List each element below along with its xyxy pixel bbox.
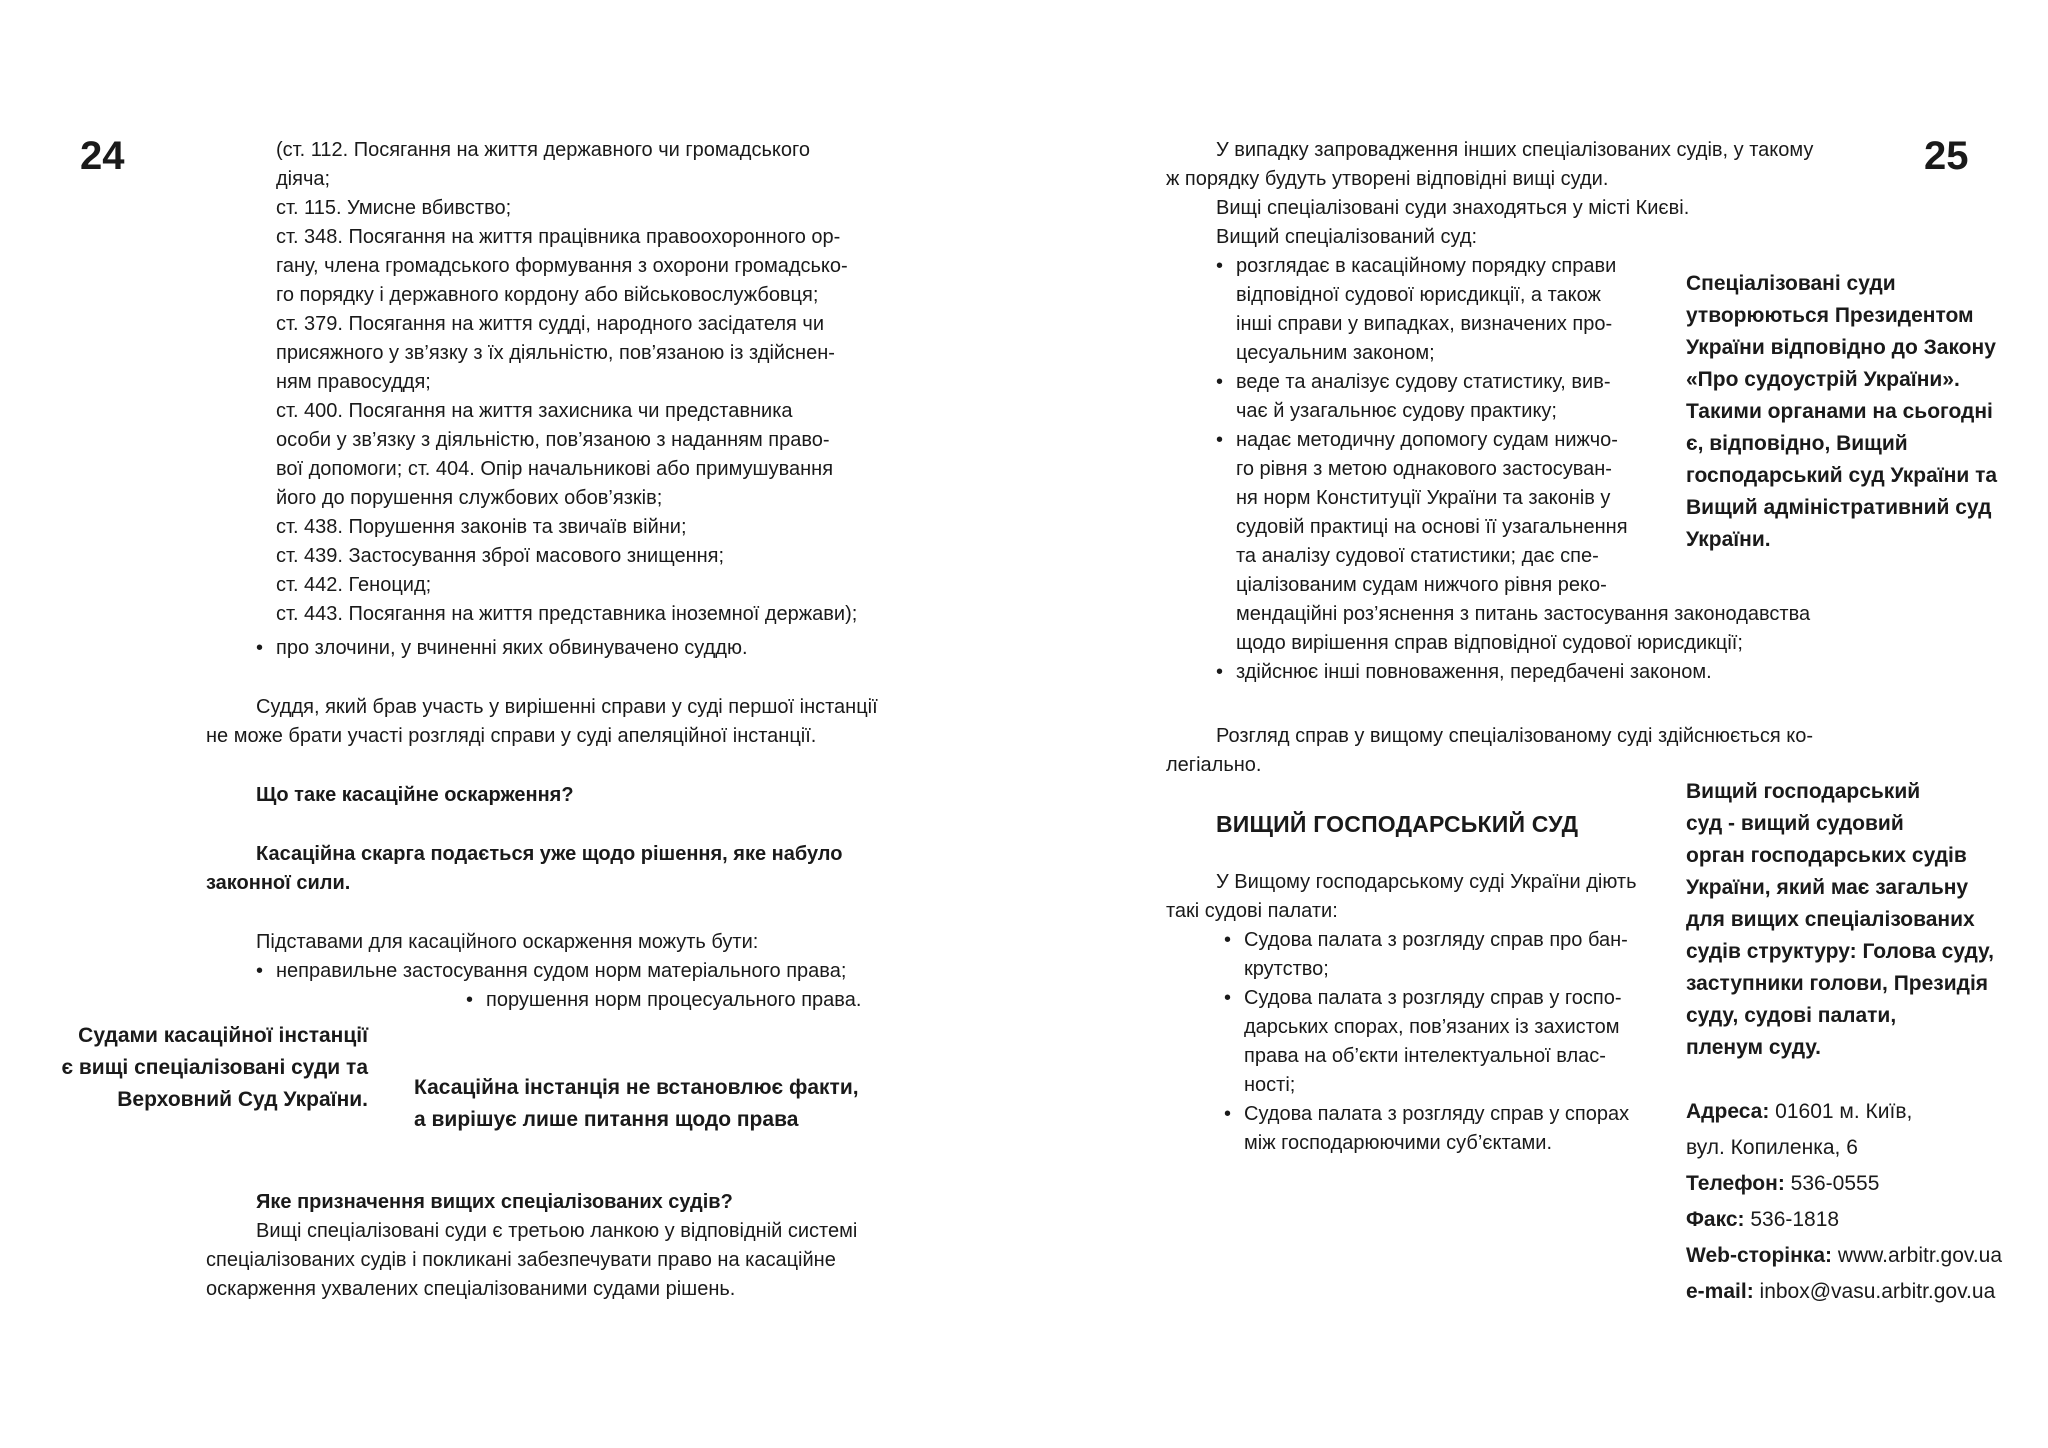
text-line: мендаційні роз’яснення з питань застосування законодавства — [1236, 603, 1811, 625]
appeal-paragraph — [206, 693, 878, 751]
chambers-intro — [1166, 868, 1637, 926]
text-line: ням правосуддя; — [276, 371, 431, 393]
sidenote-cassation-courts — [40, 1020, 368, 1116]
text-line: судовій практиці на основі її узагальнення — [1236, 516, 1628, 538]
text-line: Касаційна інстанція не встановлює факти, — [414, 1076, 859, 1099]
text-line: є вищі спеціалізовані суди та — [61, 1056, 368, 1079]
text-line: а вирішує лише питання щодо права — [414, 1108, 799, 1131]
judge-bullet — [256, 634, 748, 663]
text-line: Вищий господарський — [1686, 780, 1921, 803]
text-line: присяжного у зв’язку з їх діяльністю, пов’язаною із здійснен- — [276, 342, 835, 364]
text-line: Спеціалізовані суди — [1686, 272, 1896, 295]
text-line: та аналізу судової статистики; дає спе- — [1236, 545, 1599, 567]
text-line: судів структуру: Голова суду, — [1686, 940, 1994, 963]
text-line: інші справи у випадках, визначених про- — [1236, 313, 1613, 335]
chambers-list — [1224, 926, 1629, 1158]
email-link[interactable]: inbox@vasu.arbitr.gov.ua — [1753, 1280, 1996, 1303]
text-line: • Судова палата з розгляду справ у госпо- — [1244, 987, 1622, 1009]
text-line: пленум суду. — [1686, 1036, 1821, 1059]
text-line: У Вищому господарському суді України діють — [1216, 871, 1637, 893]
text-line: Суддя, який брав участь у вирішенні справи у суді першої інстанції — [256, 696, 878, 718]
text-line: дарських спорах, пов’язаних із захистом — [1244, 1016, 1620, 1038]
text-line: • здійснює інші повноваження, передбачені законом. — [1236, 661, 1712, 683]
list-item — [1216, 658, 1810, 687]
text-line: ст. 443. Посягання на життя представника іноземної держави); — [276, 603, 858, 625]
text-line: крутство; — [1244, 958, 1329, 980]
text-line: легіально. — [1166, 754, 1262, 776]
text-line: діяча; — [276, 168, 331, 190]
text-line: • надає методичну допомогу судам нижчо- — [1236, 429, 1618, 451]
web-link[interactable]: www.arbitr.gov.ua — [1832, 1244, 2003, 1267]
section-heading: ВИЩИЙ ГОСПОДАРСЬКИЙ СУД — [1216, 811, 1579, 837]
text-line: є, відповідно, Вищий — [1686, 432, 1908, 455]
text-line: • розглядає в касаційному порядку справи — [1236, 255, 1617, 277]
text-line: заступники голови, Президія — [1686, 972, 1989, 995]
text-line: вої допомоги; ст. 404. Опір начальникові або примушування — [276, 458, 834, 480]
text-line: особи у зв’язку з діяльністю, пов’язаною з наданням право- — [276, 429, 830, 451]
text-line: ціалізованим судам нижчого рівня реко- — [1236, 574, 1607, 596]
cassation-question: Що таке касаційне оскарження? — [256, 784, 574, 806]
text-line: (ст. 112. Посягання на життя державного чи громадського — [276, 139, 810, 161]
list-item — [1224, 926, 1629, 984]
text-line: У випадку запровадження інших спеціалізованих судів, у такому — [1216, 139, 1814, 161]
text-line: • Судова палата з розгляду справ про бан- — [1244, 929, 1628, 951]
text-line: відповідної судової юрисдикції, а також — [1236, 284, 1601, 306]
text-line: Вищий адміністративний суд — [1686, 496, 1992, 519]
text-line: для вищих спеціалізованих — [1686, 908, 1975, 931]
text-line: ст. 348. Посягання на життя працівника правоохоронного ор- — [276, 226, 841, 248]
page-number-left: 24 — [80, 134, 125, 178]
text-line: Касаційна скарга подається уже щодо рішення, яке набуло — [256, 843, 843, 865]
text-line: Вищі спеціалізовані суди є третьою ланкою у відповідній системі — [256, 1220, 858, 1242]
grounds-bullet-2 — [466, 986, 861, 1015]
sidenote-specialized-courts — [1686, 268, 1997, 556]
text-line: щодо вирішення справ відповідної судової юрисдикції; — [1236, 632, 1743, 654]
address-value: 01601 м. Київ, — [1769, 1100, 1913, 1123]
text-line: ст. 439. Застосування зброї масового знищення; — [276, 545, 725, 567]
email-label: e-mail: — [1686, 1280, 1754, 1303]
text-line: суду, судові палати, — [1686, 1004, 1897, 1027]
text-line: орган господарських судів — [1686, 844, 1967, 867]
text-line: «Про судоустрій України». — [1686, 368, 1960, 391]
text-line: цесуальним законом; — [1236, 342, 1435, 364]
text-line: • Судова палата з розгляду справ у спорах — [1244, 1103, 1630, 1125]
contacts-block — [1686, 1094, 2002, 1310]
phone-line — [1686, 1166, 2002, 1202]
text-line: не може брати участі розгляді справи у суді апеляційної інстанції. — [206, 725, 817, 747]
text-line: ст. 379. Посягання на життя судді, народного засідателя чи — [276, 313, 825, 335]
text-line: законної сили. — [206, 872, 351, 894]
web-line — [1686, 1238, 2002, 1274]
purpose-paragraph — [206, 1217, 857, 1304]
phone-value: 536-0555 — [1784, 1172, 1880, 1195]
text-line: Верховний Суд України. — [117, 1088, 368, 1111]
text-line: утворюються Президентом — [1686, 304, 1974, 327]
address-line-2: вул. Копиленка, 6 — [1686, 1136, 1858, 1159]
text-line: го рівня з метою однакового застосуван- — [1236, 458, 1612, 480]
location-line: Вищі спеціалізовані суди знаходяться у місті Києві. — [1216, 197, 1690, 219]
text-line: України відповідно до Закону — [1686, 336, 1996, 359]
text-line: ст. 438. Порушення законів та звичаїв війни; — [276, 516, 687, 538]
web-label: Web-сторінка: — [1686, 1244, 1832, 1267]
purpose-question: Яке призначення вищих спеціалізованих судів? — [256, 1191, 733, 1213]
text-line: ності; — [1244, 1074, 1296, 1096]
text-line: ст. 400. Посягання на життя захисника чи представника — [276, 400, 793, 422]
text-line: України, який має загальну — [1686, 876, 1969, 899]
text-line: Судами касаційної інстанції — [78, 1024, 368, 1047]
intro-paragraph — [1166, 136, 1813, 194]
text-line: спеціалізованих судів і покликані забезпечувати право на касаційне — [206, 1249, 836, 1271]
cassation-answer — [206, 840, 842, 898]
text-line: ст. 442. Геноцид; — [276, 574, 432, 596]
fax-label: Факс: — [1686, 1208, 1745, 1231]
list-item: • неправильне застосування судом норм матеріального права; — [256, 957, 846, 986]
text-line: чає й узагальнює судову практику; — [1236, 400, 1557, 422]
text-line: Такими органами на сьогодні — [1686, 400, 1993, 423]
list-item — [1224, 984, 1629, 1100]
text-line: ня норм Конституції України та законів у — [1236, 487, 1611, 509]
sidenote-cassation-facts — [414, 1072, 859, 1136]
page-number-right: 25 — [1924, 134, 1969, 178]
fax-value: 536-1818 — [1744, 1208, 1840, 1231]
collegial-paragraph — [1166, 722, 1813, 780]
grounds-intro: Підставами для касаційного оскарження можуть бути: — [256, 931, 759, 953]
text-line: такі судові палати: — [1166, 900, 1338, 922]
text-line: ж порядку будуть утворені відповідні вищі суди. — [1166, 168, 1609, 190]
court-intro: Вищий спеціалізований суд: — [1216, 226, 1478, 248]
text-line: України. — [1686, 528, 1771, 551]
list-item: • порушення норм процесуального права. — [466, 986, 861, 1015]
articles-block — [276, 136, 857, 629]
grounds-bullet-1 — [256, 957, 846, 986]
address-label: Адреса: — [1686, 1100, 1770, 1123]
text-line: його до порушення службових обов’язків; — [276, 487, 663, 509]
sidenote-court-structure — [1686, 776, 1994, 1064]
email-line — [1686, 1274, 2002, 1310]
text-line: ст. 115. Умисне вбивство; — [276, 197, 512, 219]
list-item — [1224, 1100, 1629, 1158]
text-line: Розгляд справ у вищому спеціалізованому суді здійснюється ко- — [1216, 725, 1813, 747]
text-line: го порядку і державного кордону або військовослужбовця; — [276, 284, 819, 306]
text-line: гану, члена громадського формування з охорони громадсько- — [276, 255, 848, 277]
text-line: господарський суд України та — [1686, 464, 1998, 487]
list-item: • про злочини, у вчиненні яких обвинувачено суддю. — [256, 634, 748, 663]
text-line: права на об’єкти інтелектуальної влас- — [1244, 1045, 1606, 1067]
text-line: • веде та аналізує судову статистику, вив- — [1236, 371, 1611, 393]
text-line: суд - вищий судовий — [1686, 812, 1904, 835]
phone-label: Телефон: — [1686, 1172, 1785, 1195]
text-line: між господарюючими суб’єктами. — [1244, 1132, 1553, 1154]
fax-line — [1686, 1202, 2002, 1238]
address-line — [1686, 1094, 2002, 1130]
text-line: оскарження ухвалених спеціалізованими судами рішень. — [206, 1278, 736, 1300]
